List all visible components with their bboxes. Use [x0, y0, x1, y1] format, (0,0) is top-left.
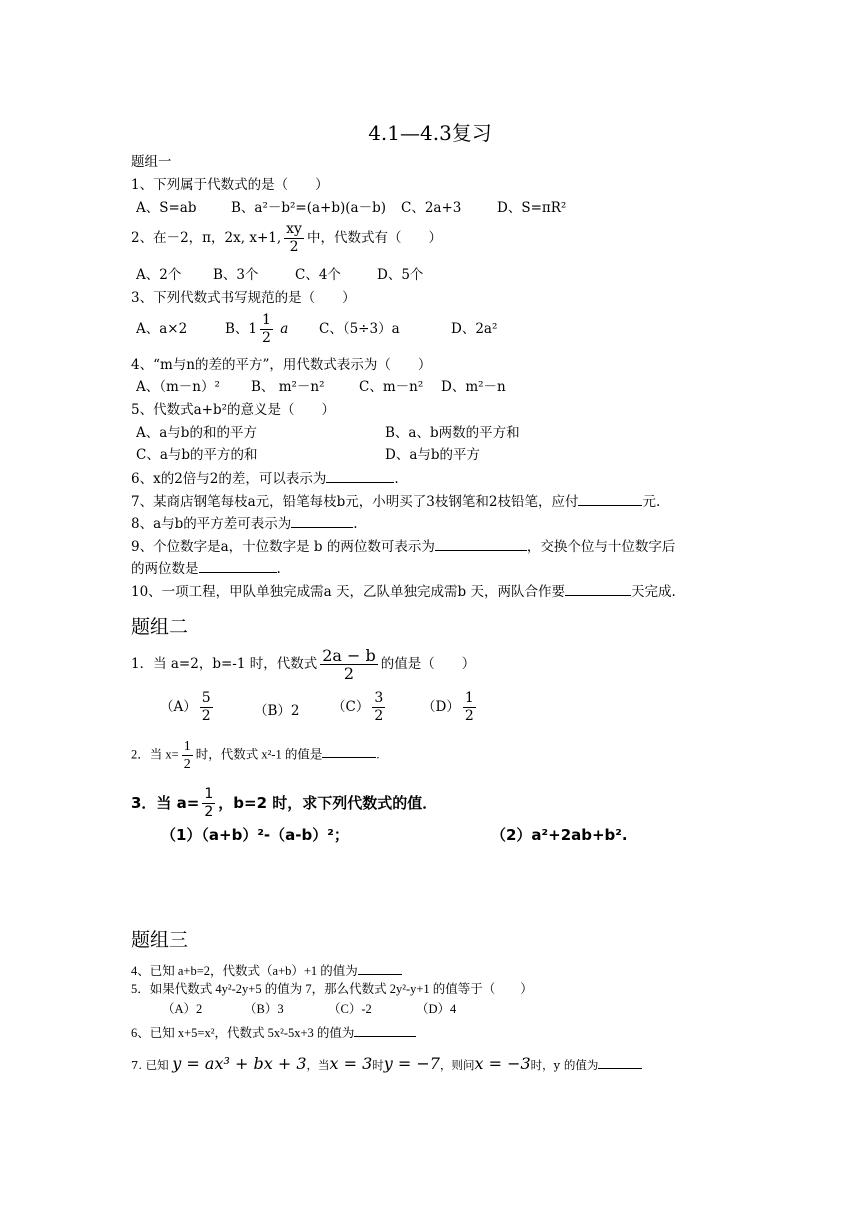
- fraction-numerator: 1: [464, 690, 474, 706]
- option-b: （B）2: [254, 703, 300, 719]
- answer-blank[interactable]: [199, 558, 277, 573]
- option-a: A、（m－n）²: [136, 379, 220, 395]
- group1-q2-stem: [131, 221, 442, 256]
- answer-blank[interactable]: [358, 960, 402, 975]
- group3-heading: 题组三: [131, 929, 189, 951]
- option-c: C、m－n²: [359, 379, 424, 395]
- group1-q5-stem: 5、代数式a+b²的意义是（ ）: [131, 402, 336, 418]
- q7-equation-4: x = −3: [474, 1054, 531, 1073]
- fraction-denominator: 2: [183, 757, 191, 772]
- fraction-denominator: 2: [204, 804, 214, 820]
- q9-line2-text: 的两位数是: [131, 561, 199, 577]
- q10-end: 天完成.: [630, 584, 676, 600]
- answer-blank[interactable]: [435, 536, 527, 551]
- option-a-label: （A）: [160, 699, 197, 715]
- group3-q7: [131, 1055, 642, 1074]
- q2-stem-after: 中，代数式有（ ）: [306, 230, 442, 246]
- group1-q3-stem: 3、下列代数式书写规范的是（ ）: [131, 290, 356, 306]
- q6-text: 6、x的2倍与2的差，可以表示为: [131, 471, 327, 487]
- option-d: [422, 690, 479, 725]
- q8-text: 8、a与b的平方差可表示为: [131, 516, 292, 532]
- answer-blank[interactable]: [578, 491, 642, 506]
- q7-part: 时: [372, 1058, 384, 1072]
- q3-after: ，b=2 时，求下列代数式的值．: [218, 794, 438, 812]
- option-a: （A）2: [162, 1002, 203, 1016]
- answer-blank[interactable]: [354, 1022, 416, 1037]
- option-a: A、a与b的和的平方: [136, 425, 257, 441]
- q7-part: 7. 已知: [131, 1058, 169, 1072]
- q4-text: 4、已知 a+b=2，代数式（a+b）+1 的值为: [131, 964, 358, 978]
- option-a-fraction: [200, 690, 213, 725]
- group2-q3-stem: [131, 786, 437, 821]
- option-a: A、2个: [136, 267, 182, 283]
- option-c: C、（5÷3）a: [319, 321, 400, 337]
- q9-text: 9、个位数字是a，十位数字是 b 的两位数可表示为: [131, 539, 435, 555]
- q10-text: 10、一项工程，甲队单独完成需a 天，乙队单独完成需b 天，两队合作要: [131, 584, 565, 600]
- group1-q9-line2: [131, 558, 281, 578]
- group1-q4-stem: 4、“m与n的差的平方”，用代数式表示为（ ）: [131, 357, 432, 373]
- group1-q6: [131, 468, 399, 488]
- option-d: D、2a²: [451, 321, 498, 337]
- fraction-denominator: 2: [201, 708, 211, 724]
- group2-q2: [131, 738, 379, 773]
- group1-q7: [131, 491, 660, 511]
- fraction-denominator: 2: [289, 239, 299, 255]
- option-c: [332, 690, 388, 725]
- fraction-numerator: 1: [262, 312, 271, 328]
- q7-end: 元.: [642, 494, 661, 510]
- group1-heading: 题组一: [131, 154, 172, 170]
- option-c: （C）-2: [328, 1002, 372, 1016]
- group3-q5-stem: 5．如果代数式 4y²-2y+5 的值为 7，那么代数式 2y²-y+1 的值等于（ ）: [131, 982, 533, 996]
- option-d-label: （D）: [422, 699, 460, 715]
- fraction-numerator: 3: [374, 690, 384, 706]
- q3-part-2: （2）a²+2ab+b².: [491, 826, 628, 844]
- page-title: 4.1—4.3复习: [368, 121, 492, 145]
- q2-stem-before: 2、在－2，π，2x, x+1,: [131, 230, 282, 246]
- q3-before: 3．当 a=: [131, 794, 200, 812]
- option-b: B、a²－b²=(a+b)(a－b): [231, 200, 387, 216]
- q7-part: ，当: [306, 1058, 330, 1072]
- fraction-denominator: 2: [464, 708, 474, 724]
- group1-q1-stem: 1、下列属于代数式的是（ ）: [131, 177, 329, 193]
- option-c-label: （C）: [332, 699, 370, 715]
- group3-q4: [131, 960, 402, 980]
- option-b: B、a、b两数的平方和: [385, 425, 520, 441]
- fraction-numerator: 1: [183, 739, 191, 754]
- group3-q6: [131, 1022, 416, 1042]
- option-a: [160, 690, 216, 725]
- group2-q1-stem: [131, 647, 475, 682]
- q6-text: 6、已知 x+5=x²，代数式 5x²-5x+3 的值为: [131, 1026, 355, 1040]
- option-b: B、3个: [213, 267, 259, 283]
- answer-blank[interactable]: [322, 743, 376, 758]
- q7-equation-1: y = ax³ + bx + 3: [172, 1054, 307, 1073]
- group1-q8: [131, 513, 358, 533]
- q7-equation-2: x = 3: [329, 1054, 373, 1073]
- option-b: （B）3: [244, 1002, 284, 1016]
- q1-stem-after: 的值是（ ）: [380, 656, 476, 672]
- q7-equation-3: y = −7: [383, 1054, 440, 1073]
- option-d: D、m²－n: [441, 379, 506, 395]
- q7-part: 时，y 的值为: [530, 1058, 599, 1072]
- q1-stem-before: 1．当 a=2，b=-1 时，代数式: [131, 656, 318, 672]
- answer-blank[interactable]: [326, 468, 394, 483]
- q6-end: .: [394, 471, 399, 487]
- option-b-variable: a: [280, 321, 289, 337]
- option-b: [225, 312, 288, 347]
- fraction-denominator: 2: [262, 330, 271, 346]
- q7-part: ，则问: [439, 1058, 475, 1072]
- option-d-fraction: [463, 690, 476, 725]
- answer-blank[interactable]: [598, 1056, 642, 1069]
- option-b-whole: B、1: [225, 321, 258, 337]
- option-b: B、 m²－n²: [251, 379, 325, 395]
- q7-text: 7、某商店钢笔每枝a元，铅笔每枝b元，小明买了3枝钢笔和2枝铅笔，应付: [131, 494, 579, 510]
- q2-before: 2．当 x=: [131, 747, 179, 762]
- option-c: C、4个: [295, 267, 341, 283]
- q9-mid: ，交换个位与十位数字后: [526, 539, 676, 555]
- option-d: （D）4: [416, 1002, 457, 1016]
- fraction-numerator: 5: [201, 690, 211, 706]
- fraction-numerator: 1: [204, 786, 214, 802]
- option-a: A、S=ab: [136, 200, 197, 216]
- option-c: C、a与b的平方的和: [136, 447, 258, 463]
- fraction-numerator: 2a − b: [322, 646, 376, 665]
- group1-q9-line1: [131, 536, 675, 556]
- group2-heading: 题组二: [131, 616, 189, 638]
- q2-fraction: [182, 738, 193, 773]
- fraction-denominator: 2: [374, 708, 384, 724]
- answer-blank[interactable]: [565, 581, 631, 596]
- q2-end: .: [376, 747, 380, 762]
- option-d: D、5个: [377, 267, 424, 283]
- option-a: A、a×2: [136, 321, 188, 337]
- option-c-fraction: [372, 690, 385, 725]
- option-d: D、a与b的平方: [385, 447, 481, 463]
- answer-blank[interactable]: [291, 513, 353, 528]
- q3-part-1: （1）（a+b）²-（a-b）²；: [161, 826, 349, 844]
- fraction-denominator: 2: [343, 664, 355, 683]
- option-c: C、2a+3: [401, 200, 462, 216]
- q3-fraction: [202, 786, 215, 821]
- option-d: D、S=πR²: [497, 200, 567, 216]
- q1-fraction: [320, 647, 378, 682]
- group1-q10: [131, 581, 676, 601]
- q8-end: .: [353, 516, 358, 532]
- option-b-fraction: [260, 312, 273, 347]
- fraction-numerator: xy: [286, 221, 302, 237]
- q9-end: .: [276, 561, 281, 577]
- q2-fraction: [284, 221, 304, 256]
- q2-after: 时，代数式 x²-1 的值是: [195, 747, 323, 762]
